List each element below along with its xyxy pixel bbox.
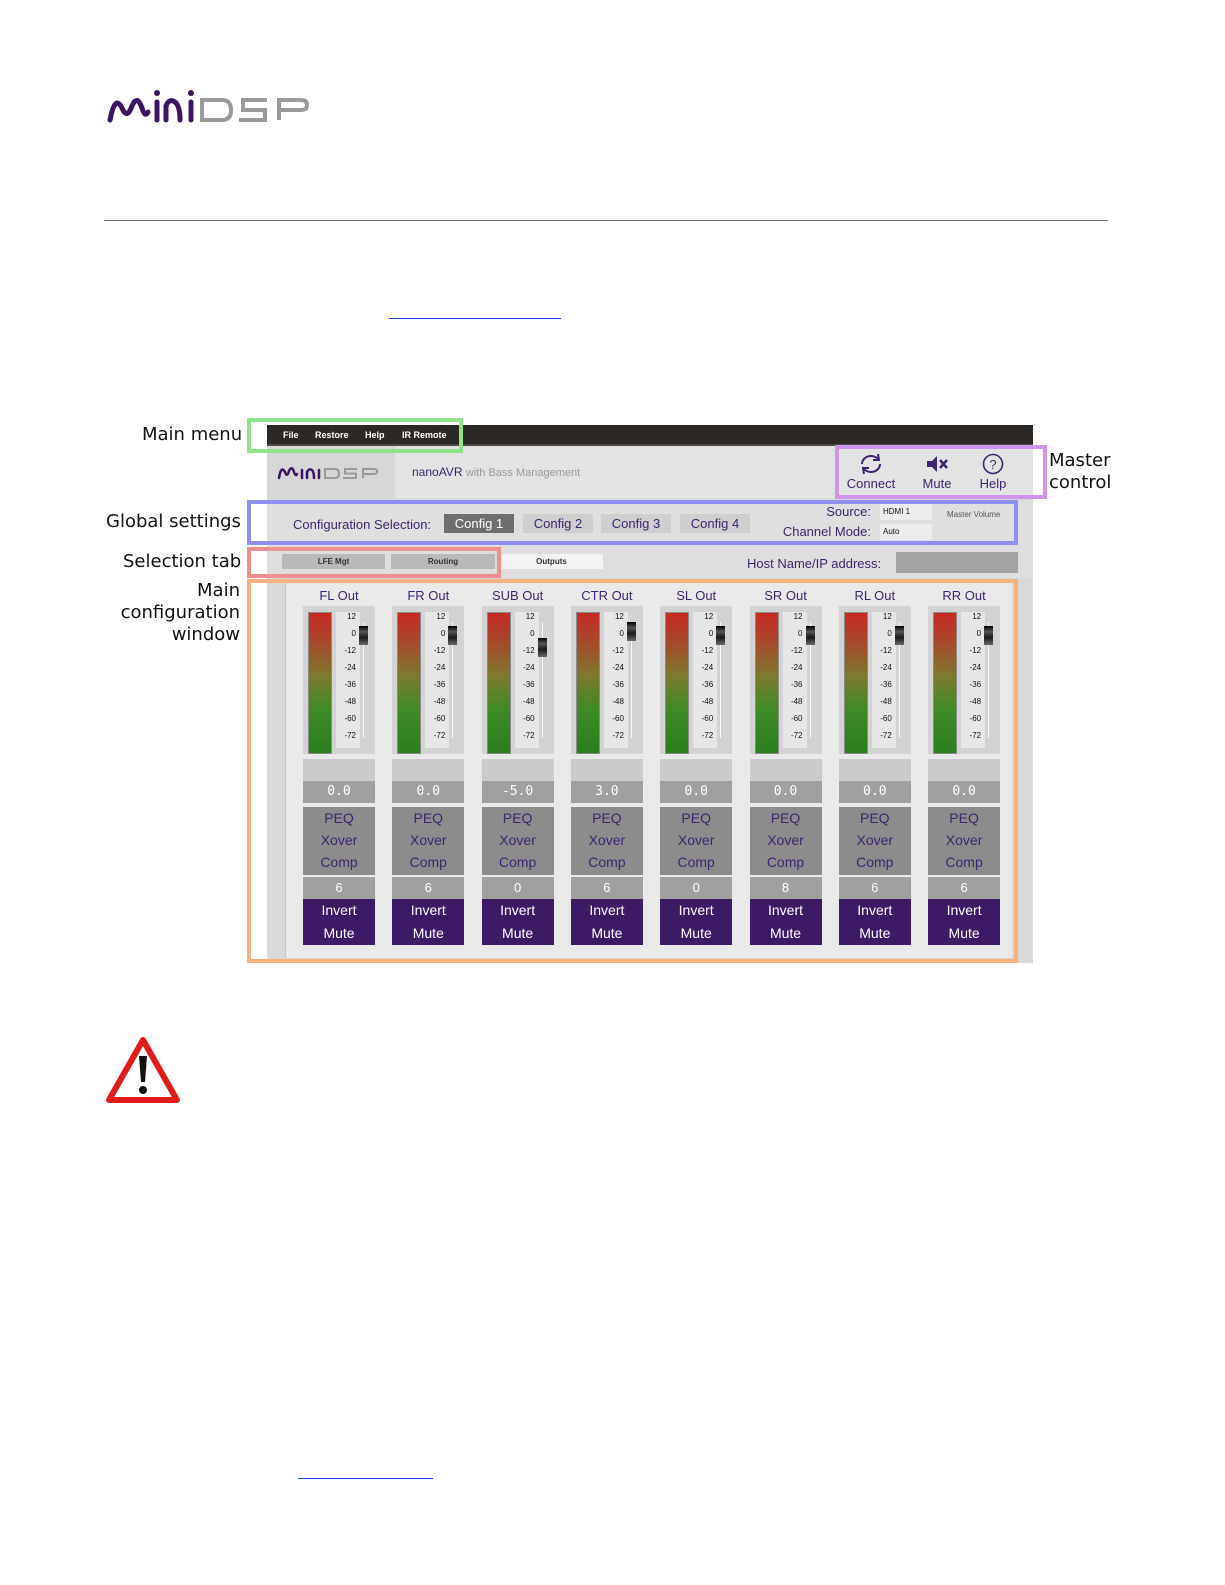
comp-button[interactable]: Comp bbox=[409, 854, 447, 870]
meter-tick-label: -24 bbox=[523, 663, 535, 672]
channel-name: SL Out bbox=[676, 588, 717, 603]
fx-button-group bbox=[482, 807, 554, 875]
gain-fader-knob[interactable] bbox=[359, 626, 368, 645]
comp-button[interactable]: Comp bbox=[945, 854, 983, 870]
meter-tick-label: -48 bbox=[523, 697, 535, 706]
invert-button[interactable]: Invert bbox=[321, 902, 357, 918]
meter-tick-label: -48 bbox=[344, 697, 356, 706]
header-logo-area bbox=[267, 446, 395, 498]
peq-button[interactable]: PEQ bbox=[949, 810, 979, 826]
help-button[interactable] bbox=[965, 453, 1021, 491]
page-divider bbox=[104, 220, 1108, 221]
comp-button[interactable]: Comp bbox=[498, 854, 537, 870]
meter-tick-label: -72 bbox=[523, 731, 535, 740]
peq-button[interactable]: PEQ bbox=[860, 810, 890, 826]
meter-tick-label: -36 bbox=[433, 680, 446, 689]
level-meter-panel bbox=[928, 606, 1000, 754]
minidsp-logo-small bbox=[277, 462, 383, 482]
meter-tick-label: -12 bbox=[344, 646, 356, 655]
comp-button[interactable]: Comp bbox=[588, 854, 626, 870]
meter-tick-label: -36 bbox=[880, 680, 892, 689]
invert-mute-group bbox=[660, 899, 732, 945]
level-meter-panel bbox=[750, 606, 822, 754]
meter-scale bbox=[425, 612, 449, 748]
warning-icon bbox=[106, 1036, 180, 1104]
meter-scale bbox=[783, 612, 807, 748]
tab-lfe-mgt[interactable]: LFE Mgt bbox=[282, 554, 385, 569]
meter-tick-label: -60 bbox=[701, 714, 714, 723]
peq-button[interactable]: PEQ bbox=[502, 810, 533, 826]
menu-help[interactable]: Help bbox=[365, 430, 385, 440]
gain-value-field[interactable]: -5.0 bbox=[482, 781, 554, 803]
peq-button[interactable]: PEQ bbox=[413, 810, 444, 826]
channel-blank-strip bbox=[750, 759, 822, 781]
invert-button[interactable]: Invert bbox=[589, 902, 625, 918]
peq-button[interactable]: PEQ bbox=[770, 810, 801, 826]
channel-name: SUB Out bbox=[491, 588, 544, 603]
meter-tick-label: -60 bbox=[523, 714, 535, 723]
channel-name: SR Out bbox=[764, 588, 807, 603]
peq-button[interactable]: PEQ bbox=[592, 810, 622, 826]
channel-strip bbox=[571, 581, 643, 959]
meter-tick-label: -24 bbox=[433, 663, 446, 672]
xover-button[interactable]: Xover bbox=[320, 832, 358, 848]
gain-fader-knob[interactable] bbox=[538, 638, 547, 657]
gain-fader-knob[interactable] bbox=[806, 626, 815, 645]
xover-button[interactable]: Xover bbox=[410, 832, 447, 848]
gain-value-field[interactable]: 3.0 bbox=[571, 781, 643, 803]
meter-tick-label: 0 bbox=[708, 629, 714, 638]
xover-button[interactable]: Xover bbox=[499, 832, 536, 848]
channel-blank-strip bbox=[482, 759, 554, 781]
channel-name: CTR Out bbox=[581, 588, 633, 603]
invert-button[interactable]: Invert bbox=[946, 902, 982, 918]
level-meter-panel bbox=[660, 606, 732, 754]
fx-button-group bbox=[660, 807, 732, 875]
meter-tick-label: 12 bbox=[793, 612, 803, 621]
meter-tick-label: 12 bbox=[347, 612, 356, 621]
mute-channel-button[interactable]: Mute bbox=[412, 925, 444, 941]
invert-mute-group bbox=[303, 899, 375, 945]
invert-button[interactable]: Invert bbox=[500, 902, 536, 918]
meter-tick-label: 12 bbox=[436, 612, 446, 621]
invert-mute-group bbox=[571, 899, 643, 945]
source-label: Source: bbox=[826, 504, 871, 519]
delay-value-field[interactable]: 6 bbox=[303, 877, 375, 899]
channel-name: FL Out bbox=[319, 588, 359, 603]
main-configuration-window bbox=[285, 580, 1012, 958]
meter-tick-label: 0 bbox=[887, 629, 892, 638]
annotation-master-line1: Master bbox=[1049, 450, 1111, 471]
peq-button[interactable]: PEQ bbox=[324, 810, 354, 826]
meter-tick-label: -24 bbox=[969, 663, 982, 672]
main-menu-bar bbox=[267, 425, 1033, 446]
annotation-main-config-line3: window bbox=[171, 624, 240, 645]
invert-mute-group bbox=[392, 899, 464, 945]
meter-tick-label: -48 bbox=[880, 697, 892, 706]
connect-button[interactable] bbox=[843, 453, 899, 491]
meter-tick-label: 12 bbox=[614, 612, 624, 621]
tab-routing[interactable]: Routing bbox=[391, 554, 495, 569]
config-selection-label: Configuration Selection: bbox=[293, 517, 432, 532]
level-meter bbox=[308, 612, 332, 754]
invert-mute-group bbox=[839, 899, 911, 945]
annotation-selection-tab: Selection tab bbox=[123, 551, 242, 572]
hyperlink-underline[interactable] bbox=[298, 1478, 433, 1479]
channel-strip bbox=[303, 581, 375, 959]
meter-tick-label: -72 bbox=[433, 731, 446, 740]
annotation-main-config bbox=[100, 580, 240, 646]
invert-mute-group bbox=[928, 899, 1000, 945]
fx-button-group bbox=[303, 807, 375, 875]
mute-channel-button[interactable]: Mute bbox=[859, 925, 891, 941]
gain-value-field[interactable]: 0.0 bbox=[928, 781, 1000, 803]
master-volume-label: Master Volume bbox=[947, 510, 1001, 519]
level-meter-panel bbox=[839, 606, 911, 754]
meter-tick-label: -12 bbox=[701, 646, 714, 655]
level-meter bbox=[933, 612, 957, 754]
invert-button[interactable]: Invert bbox=[410, 902, 446, 918]
product-name: nanoAVR bbox=[412, 465, 463, 479]
meter-scale bbox=[515, 612, 539, 748]
fx-button-group bbox=[392, 807, 464, 875]
help-circle-icon bbox=[980, 453, 1006, 475]
channel-strip bbox=[928, 581, 1000, 959]
fx-button-group bbox=[571, 807, 643, 875]
delay-value-field[interactable]: 6 bbox=[392, 877, 464, 899]
hyperlink-underline[interactable] bbox=[389, 318, 561, 319]
invert-button[interactable]: Invert bbox=[767, 902, 803, 918]
gain-value-field[interactable]: 0.0 bbox=[303, 781, 375, 803]
delay-value-field[interactable]: 6 bbox=[839, 877, 911, 899]
refresh-icon bbox=[858, 453, 884, 475]
meter-tick-label: 12 bbox=[972, 612, 982, 621]
meter-tick-label: -48 bbox=[969, 697, 982, 706]
meter-tick-label: -12 bbox=[790, 646, 803, 655]
meter-tick-label: 12 bbox=[525, 612, 535, 621]
mute-channel-button[interactable]: Mute bbox=[769, 925, 802, 941]
meter-tick-label: 12 bbox=[704, 612, 714, 621]
channel-name: RL Out bbox=[854, 588, 896, 603]
level-meter bbox=[665, 612, 689, 754]
global-settings-bar bbox=[267, 500, 1033, 544]
meter-tick-label: -48 bbox=[701, 697, 714, 706]
minidsp-logo bbox=[107, 86, 327, 128]
meter-tick-label: -60 bbox=[790, 714, 803, 723]
delay-value-field[interactable]: 6 bbox=[571, 877, 643, 899]
product-subtitle: with Bass Management bbox=[465, 467, 581, 479]
meter-tick-label: -12 bbox=[612, 646, 624, 655]
xover-button[interactable]: Xover bbox=[767, 832, 804, 848]
host-name-label: Host Name/IP address: bbox=[747, 556, 882, 571]
channel-name: RR Out bbox=[942, 588, 986, 603]
gain-fader-knob[interactable] bbox=[627, 622, 636, 641]
level-meter bbox=[844, 612, 868, 754]
delay-value-field[interactable]: 0 bbox=[660, 877, 732, 899]
meter-scale bbox=[872, 612, 896, 748]
config-3-button[interactable]: Config 3 bbox=[601, 514, 671, 533]
meter-tick-label: -72 bbox=[344, 731, 356, 740]
peq-button[interactable]: PEQ bbox=[681, 810, 711, 826]
level-meter bbox=[755, 612, 779, 754]
level-meter-panel bbox=[392, 606, 464, 754]
svg-text:?: ? bbox=[989, 457, 997, 472]
minidsp-app-window bbox=[267, 425, 1033, 963]
meter-tick-label: 0 bbox=[351, 629, 356, 638]
annotation-master-line2: control bbox=[1049, 472, 1112, 493]
gain-value-field[interactable]: 0.0 bbox=[839, 781, 911, 803]
delay-value-field[interactable]: 8 bbox=[750, 877, 822, 899]
delay-value-field[interactable]: 6 bbox=[928, 877, 1000, 899]
meter-tick-label: -36 bbox=[969, 680, 982, 689]
meter-tick-label: -12 bbox=[433, 646, 446, 655]
comp-button[interactable]: Comp bbox=[766, 854, 805, 870]
channel-blank-strip bbox=[839, 759, 911, 781]
mute-channel-button[interactable]: Mute bbox=[591, 925, 623, 941]
xover-button[interactable]: Xover bbox=[677, 832, 715, 848]
menu-restore[interactable]: Restore bbox=[315, 430, 349, 440]
channel-strip bbox=[750, 581, 822, 959]
channel-blank-strip bbox=[571, 759, 643, 781]
gain-value-field[interactable]: 0.0 bbox=[750, 781, 822, 803]
invert-mute-group bbox=[482, 899, 554, 945]
comp-button[interactable]: Comp bbox=[320, 854, 358, 870]
level-meter bbox=[576, 612, 600, 754]
meter-tick-label: 0 bbox=[976, 629, 982, 638]
gain-fader-knob[interactable] bbox=[984, 626, 993, 645]
mute-channel-button[interactable]: Mute bbox=[323, 925, 355, 941]
level-meter-panel bbox=[482, 606, 554, 754]
xover-button[interactable]: Xover bbox=[588, 832, 626, 848]
meter-tick-label: -48 bbox=[790, 697, 803, 706]
meter-tick-label: -72 bbox=[969, 731, 982, 740]
channel-blank-strip bbox=[928, 759, 1000, 781]
meter-tick-label: -36 bbox=[701, 680, 714, 689]
channel-blank-strip bbox=[660, 759, 732, 781]
selection-tabs bbox=[267, 544, 1033, 578]
meter-scale bbox=[693, 612, 717, 748]
source-select[interactable]: HDMI 1 bbox=[880, 504, 932, 520]
xover-button[interactable]: Xover bbox=[945, 832, 983, 848]
fx-button-group bbox=[928, 807, 1000, 875]
config-1-button[interactable]: Config 1 bbox=[444, 514, 514, 533]
meter-tick-label: -60 bbox=[612, 714, 624, 723]
meter-tick-label: -24 bbox=[344, 663, 356, 672]
fx-button-group bbox=[839, 807, 911, 875]
gain-fader-knob[interactable] bbox=[895, 626, 904, 645]
invert-button[interactable]: Invert bbox=[678, 902, 714, 918]
mute-button[interactable] bbox=[909, 453, 965, 491]
meter-tick-label: -60 bbox=[969, 714, 982, 723]
annotation-main-menu: Main menu bbox=[142, 424, 243, 445]
mute-channel-button[interactable]: Mute bbox=[680, 925, 712, 941]
gain-fader-knob[interactable] bbox=[716, 626, 725, 645]
config-2-button[interactable]: Config 2 bbox=[523, 514, 593, 533]
fx-button-group bbox=[750, 807, 822, 875]
channel-strip bbox=[839, 581, 911, 959]
invert-button[interactable]: Invert bbox=[857, 902, 893, 918]
help-label: Help bbox=[979, 476, 1007, 491]
meter-tick-label: -36 bbox=[612, 680, 624, 689]
app-header bbox=[267, 446, 1033, 498]
product-title bbox=[412, 465, 580, 479]
xover-button[interactable]: Xover bbox=[856, 832, 894, 848]
annotation-global-settings: Global settings bbox=[106, 511, 241, 532]
gain-value-field[interactable]: 0.0 bbox=[660, 781, 732, 803]
mute-channel-button[interactable]: Mute bbox=[948, 925, 980, 941]
speaker-mute-icon bbox=[924, 453, 950, 475]
comp-button[interactable]: Comp bbox=[856, 854, 894, 870]
meter-tick-label: -24 bbox=[790, 663, 803, 672]
channel-strip bbox=[392, 581, 464, 959]
tab-outputs[interactable]: Outputs bbox=[500, 554, 603, 569]
meter-tick-label: 0 bbox=[440, 629, 446, 638]
host-name-input[interactable] bbox=[896, 552, 1018, 573]
channel-name: FR Out bbox=[407, 588, 450, 603]
gain-fader-knob[interactable] bbox=[448, 626, 457, 645]
channel-strip bbox=[660, 581, 732, 959]
annotation-main-config-line1: Main bbox=[197, 580, 240, 601]
level-meter-panel bbox=[303, 606, 375, 754]
meter-tick-label: -24 bbox=[612, 663, 624, 672]
meter-tick-label: 12 bbox=[882, 612, 892, 621]
channel-strip bbox=[482, 581, 554, 959]
gain-value-field[interactable]: 0.0 bbox=[392, 781, 464, 803]
channel-blank-strip bbox=[392, 759, 464, 781]
meter-tick-label: -60 bbox=[880, 714, 892, 723]
channel-mode-label: Channel Mode: bbox=[782, 524, 871, 539]
delay-value-field[interactable]: 0 bbox=[482, 877, 554, 899]
mute-label: Mute bbox=[922, 476, 952, 491]
meter-tick-label: -72 bbox=[790, 731, 803, 740]
meter-tick-label: 0 bbox=[530, 629, 535, 638]
meter-tick-label: -48 bbox=[433, 697, 446, 706]
channel-mode-select[interactable]: Auto bbox=[880, 524, 932, 540]
meter-tick-label: -72 bbox=[612, 731, 624, 740]
meter-tick-label: -60 bbox=[344, 714, 356, 723]
meter-scale bbox=[604, 612, 628, 748]
meter-tick-label: -72 bbox=[701, 731, 714, 740]
meter-tick-label: 0 bbox=[798, 629, 803, 638]
invert-mute-group bbox=[750, 899, 822, 945]
meter-tick-label: -24 bbox=[880, 663, 892, 672]
level-meter bbox=[487, 612, 511, 754]
meter-tick-label: -12 bbox=[969, 646, 982, 655]
meter-tick-label: -24 bbox=[701, 663, 714, 672]
meter-tick-label: -48 bbox=[612, 697, 624, 706]
meter-tick-label: -12 bbox=[523, 646, 535, 655]
level-meter-panel bbox=[571, 606, 643, 754]
meter-tick-label: -60 bbox=[433, 714, 446, 723]
meter-tick-label: -36 bbox=[790, 680, 803, 689]
meter-scale bbox=[336, 612, 360, 748]
annotation-main-config-line2: configuration bbox=[120, 602, 240, 623]
config-4-button[interactable]: Config 4 bbox=[680, 514, 750, 533]
meter-scale bbox=[961, 612, 985, 748]
menu-file[interactable]: File bbox=[283, 430, 299, 440]
meter-tick-label: 0 bbox=[619, 629, 624, 638]
meter-tick-label: -36 bbox=[344, 680, 356, 689]
channel-blank-strip bbox=[303, 759, 375, 781]
annotation-master-control bbox=[1049, 450, 1111, 494]
level-meter bbox=[397, 612, 421, 754]
meter-tick-label: -12 bbox=[880, 646, 892, 655]
mute-channel-button[interactable]: Mute bbox=[502, 925, 534, 941]
connect-label: Connect bbox=[846, 476, 896, 491]
meter-tick-label: -36 bbox=[523, 680, 535, 689]
comp-button[interactable]: Comp bbox=[677, 854, 715, 870]
menu-ir-remote[interactable]: IR Remote bbox=[402, 430, 447, 440]
meter-tick-label: -72 bbox=[880, 731, 892, 740]
